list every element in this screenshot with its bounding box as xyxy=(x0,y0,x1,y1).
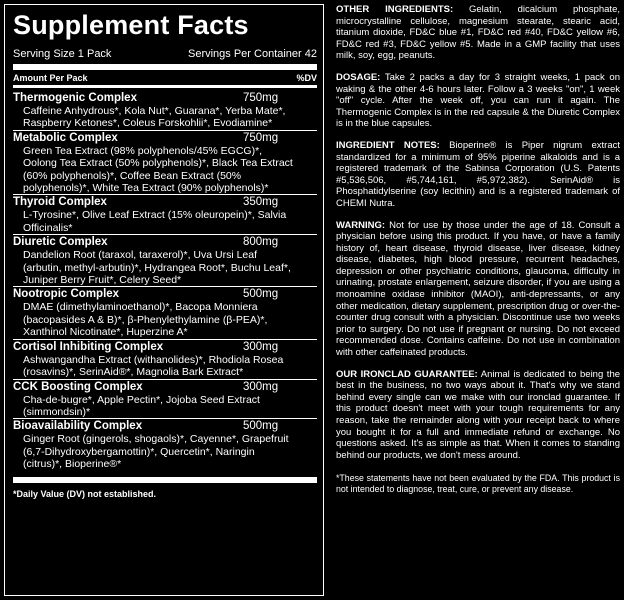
ingredient-group xyxy=(13,130,317,195)
group-name: Diuretic Complex xyxy=(13,236,108,249)
group-header xyxy=(13,381,317,394)
group-amount: 750mg xyxy=(243,131,279,144)
group-header xyxy=(13,288,317,301)
group-header xyxy=(13,236,317,249)
ingredient-group xyxy=(13,234,317,286)
ingredient-notes-section xyxy=(336,140,620,210)
group-ingredients: Cha-de-bugre*, Apple Pectin*, Jojoba Seed Extract (simmondsin)* xyxy=(23,393,260,418)
group-name: Bioavailability Complex xyxy=(13,420,143,433)
guarantee-label: OUR IRONCLAD GUARANTEE: xyxy=(336,368,478,380)
group-amount: 300mg xyxy=(243,340,279,353)
dosage-section xyxy=(336,72,620,130)
ingredient-notes-text: Bioperine® is Piper nigrum extract standardized for a minimum of 95% piperine alkaloids and is a registered trademark of the Sabinsa Corporation (U.S. Patents #5,536,506, #5,744,161, #5,972,382). SerinAid® is Phosphatidylserine (soy lecithin) and is a registered trademark of CHEMI Nutra. xyxy=(336,139,621,209)
group-ingredients: Dandelion Root (taraxol, taraxerol)*, Uva Ursi Leaf (arbutin, methyl-arbutin)*, Hydrangea Root*, Buchu Leaf*, Juniper Berry Fruit*, Celery Seed* xyxy=(23,249,291,287)
dosage-text: Take 2 packs a day for 3 straight weeks, 1 pack on waking & the other 4-6 hours later. Follow a 3 weeks "on", 1 week "off" cycle. After the week off, you can run it again. The Thermogenic Complex is in the red capsule & the Diuretic Complex is in the blue capsules. xyxy=(336,71,620,130)
group-header xyxy=(13,341,317,354)
ingredient-group xyxy=(13,339,317,379)
group-amount: 750mg xyxy=(243,92,279,104)
dv-note: *Daily Value (DV) not established. xyxy=(13,488,157,499)
guarantee-text: Animal is dedicated to being the best in the business, no two ways about it. That's why we stand behind every single can we make with our ironclad guarantee. If this product doesn't meet with your tough requirements for any reason, take the remainder along with your receipt back to where you bought it for a full and immediate refund or exchange. No questions asked. It's as simple as that. When it comes to standing behind our products, we don't mess around. xyxy=(336,368,621,461)
ingredient-group xyxy=(13,91,317,130)
amount-per-label: Amount Per Pack xyxy=(13,73,88,83)
ingredient-group xyxy=(13,418,317,470)
other-ingredients-text: Gelatin, dicalcium phosphate, microcrystalline cellulose, magnesium stearate, stearic acid, titanium dioxide, FD&C blue #1, FD&C red #40, FD&C yellow #6, FD&C red #3, FD&C yellow #5. Made in a GMP facility that uses milk, soy, egg, peanuts. xyxy=(336,4,620,62)
group-amount: 300mg xyxy=(243,380,279,393)
group-header xyxy=(13,196,317,209)
supplement-facts-panel xyxy=(4,4,324,596)
ingredient-notes-label: INGREDIENT NOTES: xyxy=(336,139,440,151)
group-header xyxy=(13,420,317,433)
guarantee-section xyxy=(336,369,620,462)
dosage-label: DOSAGE: xyxy=(336,71,381,83)
ingredient-group xyxy=(13,194,317,234)
panel-title: Supplement Facts xyxy=(13,10,249,40)
footer-divider xyxy=(13,477,317,483)
group-name: Thyroid Complex xyxy=(13,196,107,209)
group-header xyxy=(13,92,317,105)
group-ingredients: Ginger Root (gingerols, shogaols)*, Cayenne*, Grapefruit (6,7-Dihydroxybergamottin)*, Quercetin*, Naringin (citrus)*, Bioperine®* xyxy=(23,433,289,471)
fda-disclaimer: *These statements have not been evaluated by the FDA. This product is not intended to diagnose, treat, cure, or prevent any disease. xyxy=(336,473,620,494)
group-amount: 350mg xyxy=(243,196,279,209)
warning-section xyxy=(336,220,620,359)
warning-label: WARNING: xyxy=(336,219,386,231)
amount-header xyxy=(13,72,317,84)
thick-divider xyxy=(13,64,317,70)
ingredient-groups xyxy=(13,91,317,471)
group-ingredients: DMAE (dimethylaminoethanol)*, Bacopa Monniera (bacopasides A & B)*, β-Phenylethylamine (β-PEA)*, Xanthinol Nicotinate*, Huperzine A* xyxy=(23,301,268,339)
label-text-column xyxy=(336,4,620,494)
group-amount: 500mg xyxy=(243,420,279,433)
warning-text: Not for use by those under the age of 18. Consult a physician before using this product. If you have, or have a family history of, heart disease, thyroid disease, liver disease, kidney disease, diabetes, high blood pressure, recurrent headaches, depression or other psychiatric conditions, glaucoma, difficulty in urinating, prostate enlargement, seizure disorder, if you are using a monoamine oxidase inhibitor (MAOI), anti-depressants, or any other medication, dietary supplement, prescription drug or over-the-counter drug consult with a physician. Discontinue use two weeks prior to surgery. Do not use if pregnant or nursing. Do not exceed recommended dose. Contains caffeine. Do not use in combination with other caffeinated products. xyxy=(336,219,620,359)
group-name: Metabolic Complex xyxy=(13,131,118,144)
group-ingredients: Green Tea Extract (98% polyphenols/45% EGCG)*, Oolong Tea Extract (50% polyphenols)*, Black Tea Extract (60% polyphenols)*, Coffee Bean Extract (50% polyphenols)*, White Tea Extract (90% polyphenols)* xyxy=(23,144,293,195)
group-amount: 800mg xyxy=(243,236,279,249)
group-name: Cortisol Inhibiting Complex xyxy=(13,340,164,353)
other-ingredients-label: OTHER INGREDIENTS: xyxy=(336,4,454,15)
group-amount: 500mg xyxy=(243,288,279,301)
serving-size: Serving Size 1 Pack xyxy=(13,48,112,60)
servings-per-container: Servings Per Container 42 xyxy=(187,48,317,60)
group-header xyxy=(13,132,317,145)
group-name: CCK Boosting Complex xyxy=(13,380,143,393)
dv-header: %DV xyxy=(296,73,317,83)
group-name: Thermogenic Complex xyxy=(13,92,137,104)
group-ingredients: L-Tyrosine*, Olive Leaf Extract (15% oleuropein)*, Salvia Officinalis* xyxy=(23,209,287,234)
medium-divider xyxy=(13,85,317,88)
ingredient-group xyxy=(13,379,317,419)
group-name: Nootropic Complex xyxy=(13,288,120,301)
ingredient-group xyxy=(13,286,317,338)
serving-row xyxy=(13,47,317,61)
other-ingredients-section xyxy=(336,4,620,62)
group-ingredients: Caffeine Anhydrous*, Kola Nut*, Guarana*, Yerba Mate*, Raspberry Ketones*, Coleus Forskohlii*, Evodiamine* xyxy=(23,105,286,130)
group-ingredients: Ashwangandha Extract (withanolides)*, Rhodiola Rosea (rosavins)*, SerinAid®*, Magnolia Bark Extract* xyxy=(23,353,284,379)
